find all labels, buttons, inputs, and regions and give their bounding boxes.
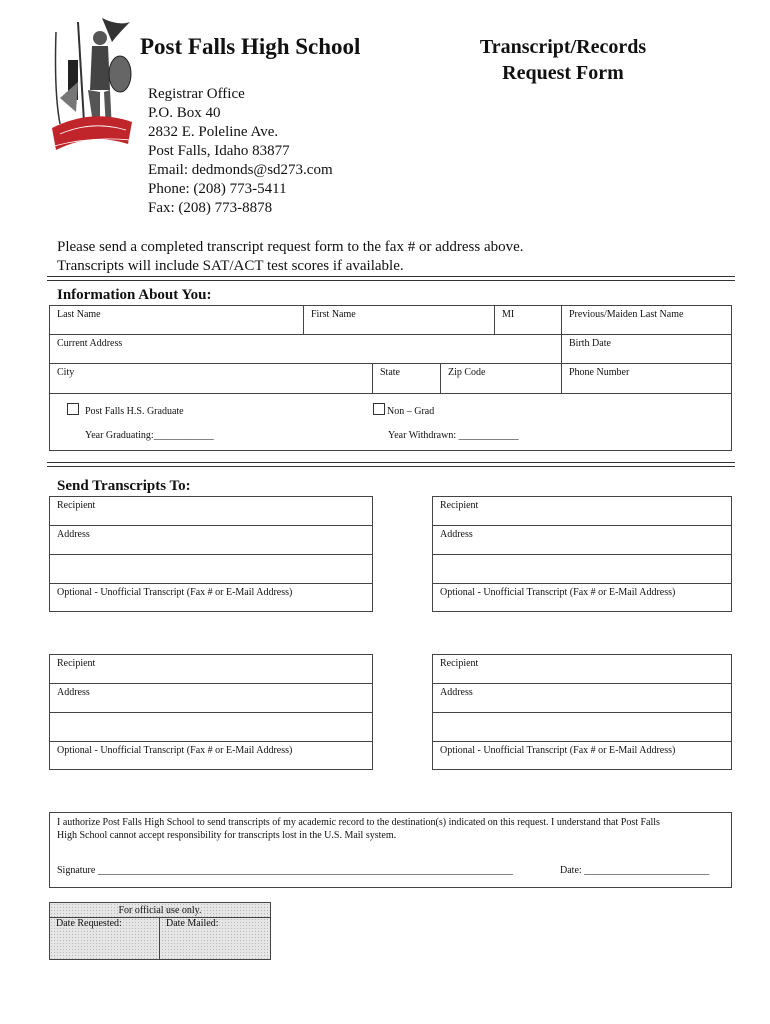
optional-contact-label: Optional - Unofficial Transcript (Fax # or E-Mail Address): [57, 745, 293, 756]
address-field[interactable]: [50, 684, 372, 713]
school-name: Post Falls High School: [140, 34, 361, 59]
address-field[interactable]: [433, 684, 731, 713]
current-address-field[interactable]: [50, 335, 562, 364]
state-label: State: [380, 367, 400, 378]
address-line-2-field[interactable]: [50, 713, 372, 742]
spartan-warrior-crest-icon: [48, 12, 136, 160]
optional-contact-label: Optional - Unofficial Transcript (Fax # or E-Mail Address): [440, 587, 676, 598]
recipient-label: Recipient: [57, 658, 96, 669]
address-field[interactable]: [50, 526, 372, 555]
section-divider: [47, 276, 735, 281]
official-use-divider: [159, 917, 160, 959]
graduate-label: Post Falls H.S. Graduate: [85, 406, 184, 417]
email-line: Email: dedmonds@sd273.com: [148, 162, 333, 178]
city-field[interactable]: [50, 364, 373, 394]
office-name: Registrar Office: [148, 86, 245, 102]
recipient-field[interactable]: [433, 497, 731, 526]
instructions: [57, 238, 524, 276]
state-field[interactable]: [373, 364, 441, 394]
address-label: Address: [57, 687, 90, 698]
optional-contact-label: Optional - Unofficial Transcript (Fax # or E-Mail Address): [440, 745, 676, 756]
optional-contact-field[interactable]: [433, 584, 731, 613]
optional-contact-label: Optional - Unofficial Transcript (Fax # or E-Mail Address): [57, 587, 293, 598]
last-name-label: Last Name: [57, 309, 101, 320]
graduate-checkbox[interactable]: [67, 403, 79, 415]
address-label: Address: [440, 529, 473, 540]
maiden-name-label: Previous/Maiden Last Name: [569, 309, 684, 320]
street-address: 2832 E. Poleline Ave.: [148, 124, 279, 140]
first-name-label: First Name: [311, 309, 356, 320]
recipient-label: Recipient: [440, 658, 479, 669]
maiden-name-field[interactable]: [562, 306, 731, 335]
city-state-zip: Post Falls, Idaho 83877: [148, 143, 290, 159]
recipient-block-4: [432, 654, 732, 770]
signature-field[interactable]: Signature ___________________________________________________________________________________: [57, 865, 513, 876]
info-table: [49, 305, 732, 451]
date-mailed-label: Date Mailed:: [166, 918, 219, 929]
official-use-box: [49, 902, 271, 960]
date-field[interactable]: Date: _________________________: [560, 865, 710, 876]
address-field[interactable]: [433, 526, 731, 555]
address-line-2-field[interactable]: [50, 555, 372, 584]
authorization-box: [49, 812, 732, 888]
non-grad-label: Non – Grad: [387, 406, 435, 417]
registrar-contact-block: [148, 85, 333, 218]
section-divider: [47, 462, 735, 467]
recipient-label: Recipient: [440, 500, 479, 511]
year-graduating-field[interactable]: Year Graduating:____________: [85, 430, 214, 441]
city-label: City: [57, 367, 75, 378]
mi-field[interactable]: [495, 306, 562, 335]
zip-label: Zip Code: [448, 367, 486, 378]
recipient-field[interactable]: [433, 655, 731, 684]
instructions-line1: Please send a completed transcript request form to the fax # or address above.: [57, 239, 524, 255]
authorization-text-line2: High School cannot accept responsibility for transcripts lost in the U.S. Mail system.: [57, 830, 397, 841]
last-name-field[interactable]: [50, 306, 304, 335]
address-label: Address: [440, 687, 473, 698]
send-section-title: Send Transcripts To:: [57, 478, 191, 494]
school-crest-logo: [48, 12, 136, 160]
current-address-label: Current Address: [57, 338, 123, 349]
recipient-field[interactable]: [50, 497, 372, 526]
non-grad-checkbox[interactable]: [373, 403, 385, 415]
optional-contact-field[interactable]: [50, 584, 372, 613]
year-withdrawn-field[interactable]: Year Withdrawn: ____________: [388, 430, 519, 441]
phone-number-label: Phone Number: [569, 367, 630, 378]
recipient-block-2: [432, 496, 732, 612]
recipient-label: Recipient: [57, 500, 96, 511]
recipient-block-3: [49, 654, 373, 770]
info-section-title: Information About You:: [57, 287, 212, 303]
first-name-field[interactable]: [304, 306, 495, 335]
fax-line: Fax: (208) 773-8878: [148, 200, 273, 216]
address-line-2-field[interactable]: [433, 713, 731, 742]
address-line-2-field[interactable]: [433, 555, 731, 584]
po-box: P.O. Box 40: [148, 105, 221, 121]
optional-contact-field[interactable]: [50, 742, 372, 771]
address-label: Address: [57, 529, 90, 540]
authorization-text-line1: I authorize Post Falls High School to send transcripts of my academic record to the destination(s) indicated on this request. I understand that Post Falls: [57, 817, 660, 828]
form-title-line1: Transcript/Records: [479, 36, 647, 58]
phone-number-field[interactable]: [562, 364, 731, 394]
recipient-block-1: [49, 496, 373, 612]
authorization-text: [57, 816, 660, 842]
form-title-line2: Request Form: [502, 62, 624, 84]
instructions-line2: Transcripts will include SAT/ACT test scores if available.: [57, 258, 404, 274]
phone-line: Phone: (208) 773-5411: [148, 181, 287, 197]
official-use-title: For official use only.: [50, 904, 270, 918]
optional-contact-field[interactable]: [433, 742, 731, 771]
form-title: [438, 34, 688, 86]
zip-field[interactable]: [441, 364, 562, 394]
birth-date-field[interactable]: [562, 335, 731, 364]
date-requested-label: Date Requested:: [56, 918, 122, 929]
graduate-option[interactable]: [67, 403, 184, 417]
recipient-field[interactable]: [50, 655, 372, 684]
birth-date-label: Birth Date: [569, 338, 611, 349]
mi-label: MI: [502, 309, 515, 320]
non-grad-option[interactable]: [373, 403, 434, 417]
